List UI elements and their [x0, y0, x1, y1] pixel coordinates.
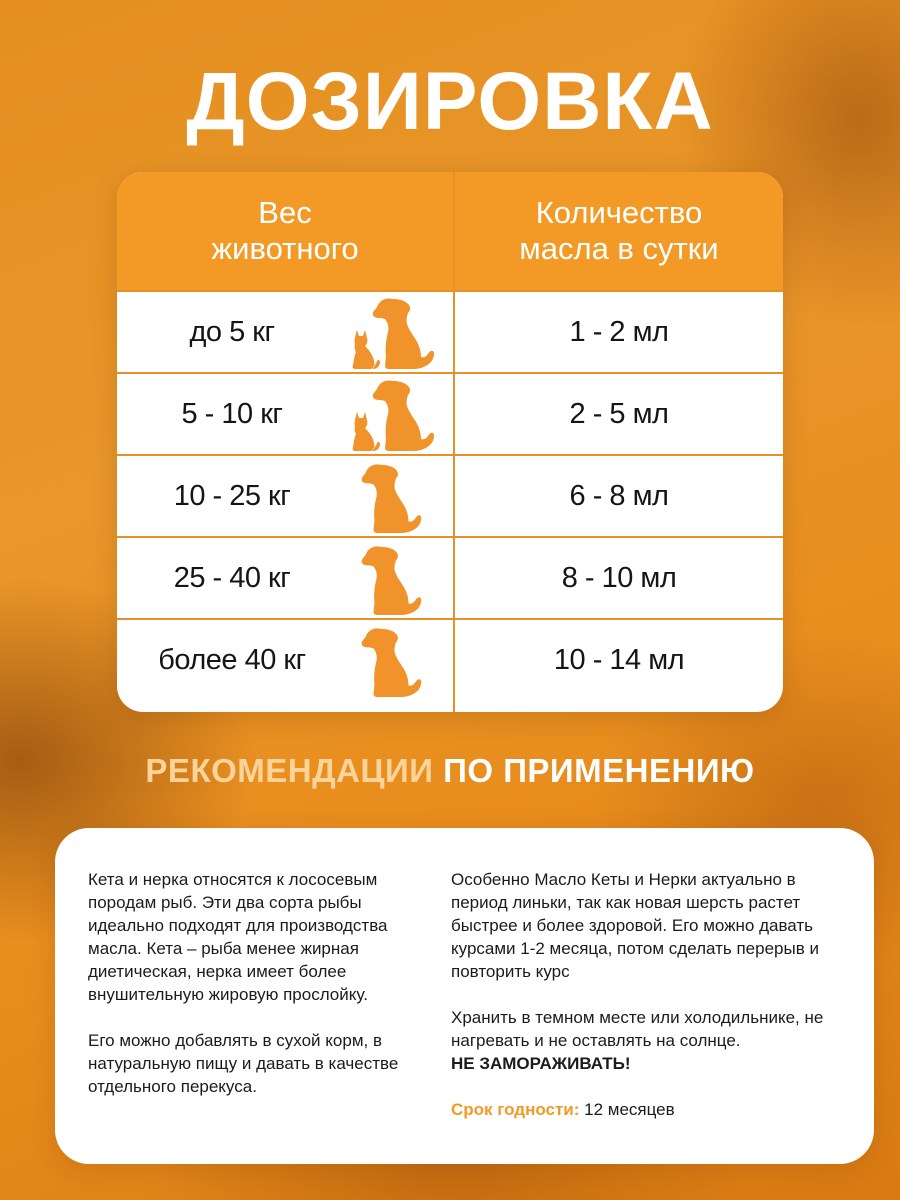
header-weight: Вес животного: [211, 195, 359, 266]
page-title: ДОЗИРОВКА: [186, 56, 714, 147]
dog-icon: [343, 460, 443, 534]
row-weight: 25 - 40 кг: [173, 561, 291, 594]
recommendations-title-part1: РЕКОМЕНДАЦИИ: [145, 752, 434, 789]
right-column: [451, 868, 831, 1144]
right-paragraph-1: Особенно Масло Кеты и Нерки актуально в период линьки, так как новая шерсть растет быстрее и более здоровой. Его можно давать курсами 1-2 месяца, потом сделать перерыв и повторить курс: [451, 870, 819, 981]
row-amount: 10 - 14 мл: [553, 643, 685, 676]
row-weight: до 5 кг: [189, 315, 275, 348]
row-amount: 2 - 5 мл: [569, 397, 669, 430]
table-row: [117, 290, 783, 370]
table-row: [117, 454, 783, 534]
cat-and-dog-icon: [343, 296, 443, 370]
row-weight: более 40 кг: [158, 643, 306, 676]
dog-icon: [343, 542, 443, 616]
row-amount: 1 - 2 мл: [569, 315, 669, 348]
row-weight: 5 - 10 кг: [181, 397, 283, 430]
table-header: [117, 172, 783, 290]
recommendations-title-part2: ПО ПРИМЕНЕНИЮ: [443, 752, 755, 789]
left-paragraph-2: Его можно добавлять в сухой корм, в натуральную пищу и давать в качестве отдельного перекуса.: [88, 1031, 399, 1096]
storage-text: Хранить в темном месте или холодильнике, не нагревать и не оставлять на солнце.: [451, 1008, 824, 1050]
left-paragraph-1: Кета и нерка относятся к лососевым породам рыб. Эти два сорта рыбы идеально подходят для производства масла. Кета – рыба менее жирная диетическая, нерка имеет более внушительную жировую прослойку.: [88, 870, 388, 1004]
table-row: [117, 372, 783, 452]
storage-paragraph: [451, 1006, 831, 1075]
shelf-life-value: 12 месяцев: [584, 1100, 675, 1119]
table-row: [117, 536, 783, 616]
recommendations-title: [0, 752, 900, 790]
dosage-table: [117, 172, 783, 712]
row-weight: 10 - 25 кг: [173, 479, 291, 512]
dog-icon: [343, 624, 443, 698]
row-amount: 8 - 10 мл: [561, 561, 677, 594]
header-amount: Количество масла в сутки: [519, 195, 719, 266]
left-column: [88, 868, 428, 1121]
recommendations-card: [55, 828, 874, 1164]
shelf-life-label: Срок годности:: [451, 1100, 580, 1119]
column-divider: [453, 172, 455, 712]
row-amount: 6 - 8 мл: [569, 479, 669, 512]
freeze-warning: НЕ ЗАМОРАЖИВАТЬ!: [451, 1054, 631, 1073]
table-row: [117, 618, 783, 698]
cat-and-dog-icon: [343, 378, 443, 452]
shelf-life: [451, 1098, 831, 1121]
